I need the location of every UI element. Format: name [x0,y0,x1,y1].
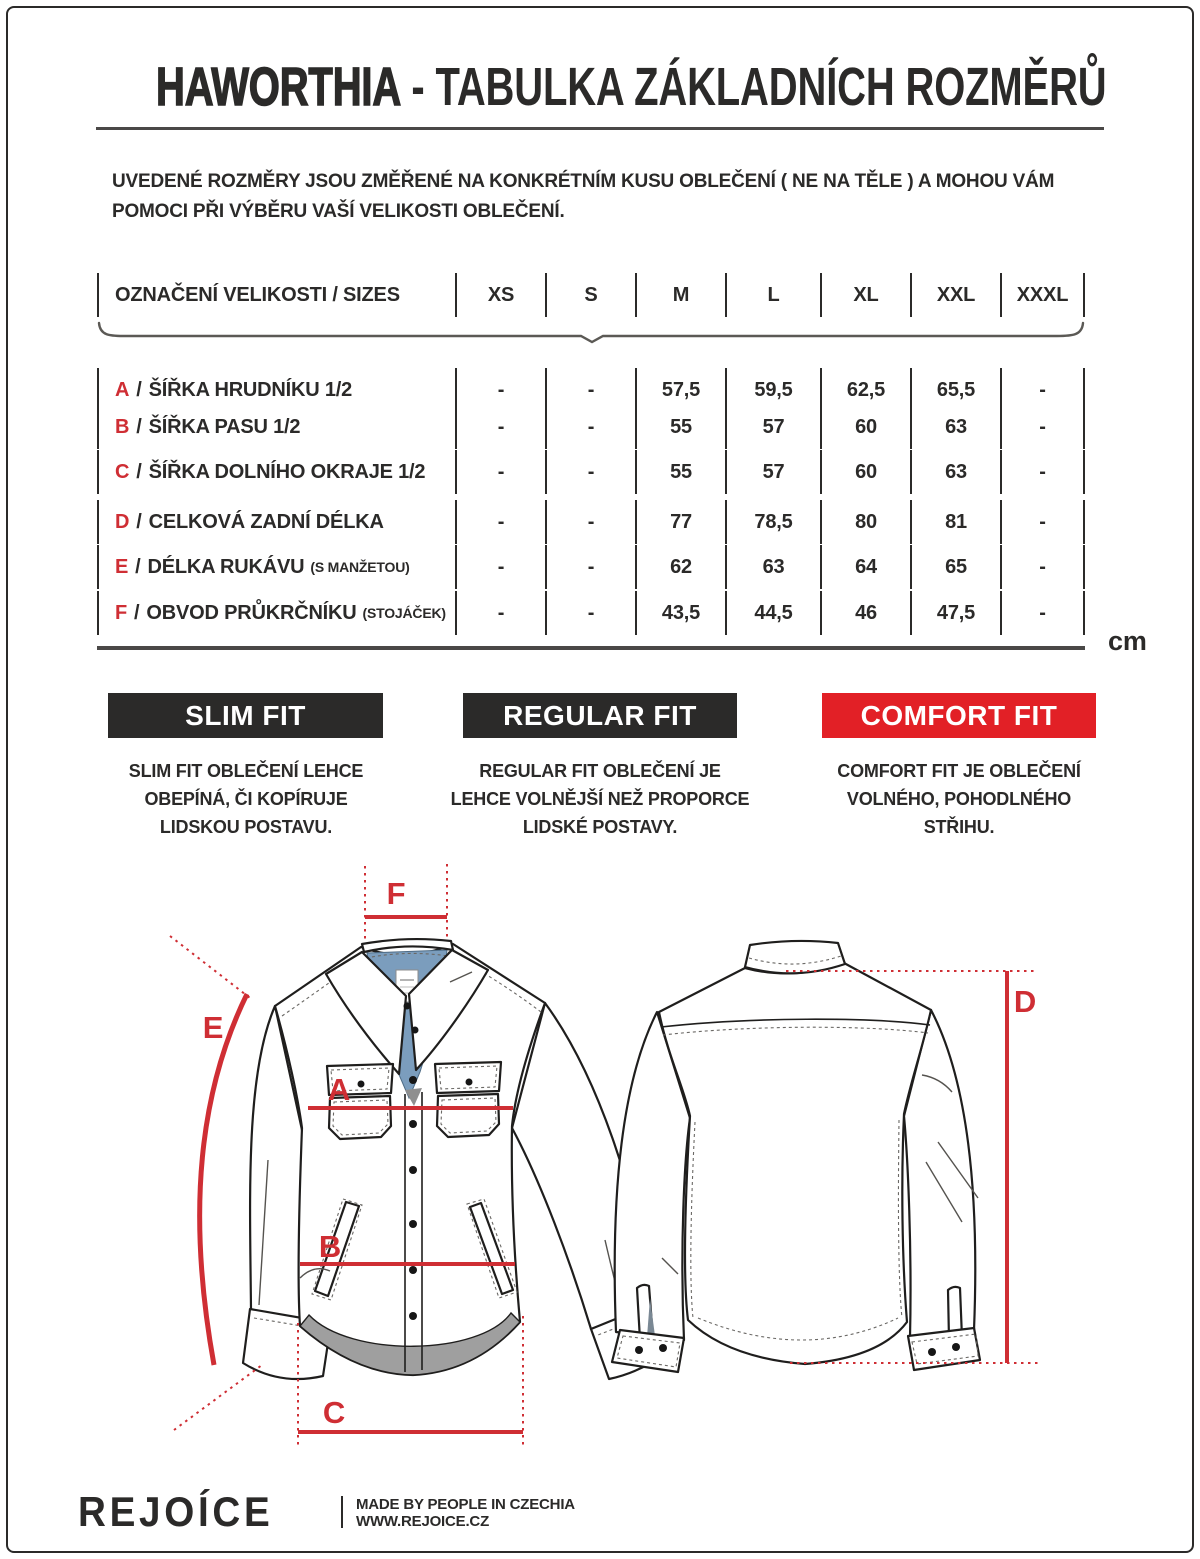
page-title-suffix: - TABULKA ZÁKLADNÍCH ROZMĚRŮ [411,57,1107,117]
measure-label: OBVOD PRŮKRČNÍKU [146,601,357,624]
back-shirt-drawing [612,941,980,1372]
fit-box-slim [108,693,383,738]
measure-value: 64 [820,545,910,589]
table-bottom-rule [97,646,1085,650]
fit-title: SLIM FIT [185,699,306,731]
table-row: F / OBVOD PRŮKRČNÍKU (STOJÁČEK) - - 43,5 44,5 46 47,5 - [97,591,1085,635]
measure-letter: C [115,460,130,483]
measure-label: ŠÍŘKA DOLNÍHO OKRAJE 1/2 [148,460,426,483]
measure-value: 65 [910,545,1000,589]
measure-e-arc [200,994,247,1365]
measure-letter: A [115,378,130,401]
measure-value: - [1000,500,1085,544]
page-title [156,56,1107,118]
table-brace-decoration [97,320,1085,344]
measure-value: 63 [725,545,820,589]
size-column-header: XS [455,273,545,317]
measure-value: 60 [820,405,910,449]
measure-value: 78,5 [725,500,820,544]
measure-value: 62 [635,545,725,589]
measure-value: 65,5 [910,368,1000,412]
measure-value: - [545,405,635,449]
fit-box-comfort [822,693,1096,738]
table-row: B / ŠÍŘKA PASU 1/2 - - 55 57 60 63 - [97,405,1085,449]
measure-value: - [455,545,545,589]
measure-label: ŠÍŘKA HRUDNÍKU 1/2 [148,378,353,401]
fit-desc-slim: SLIM FIT OBLEČENÍ LEHCE OBEPÍNÁ, ČI KOPÍRUJE LIDSKOU POSTAVU. [128,761,364,837]
measure-value: - [455,500,545,544]
front-shirt-drawing [243,939,670,1379]
measure-a-letter: A [327,1072,351,1107]
measure-value: 63 [910,450,1000,494]
measure-e-letter: E [202,1010,224,1045]
size-column-header: L [725,273,820,317]
measure-value: 47,5 [910,591,1000,635]
header-label: OZNAČENÍ VELIKOSTI / SIZES [97,273,455,317]
measure-c-letter: C [322,1395,346,1430]
measure-value: - [545,545,635,589]
size-column-header: S [545,273,635,317]
size-column-header: XXL [910,273,1000,317]
table-header-row [97,273,1085,317]
measure-value: - [545,450,635,494]
measure-value: 77 [635,500,725,544]
measure-value: 44,5 [725,591,820,635]
chest-pocket-right [435,1062,501,1137]
measure-value: - [1000,591,1085,635]
fit-title: COMFORT FIT [860,699,1058,731]
fit-desc-regular: REGULAR FIT OBLEČENÍ JE LEHCE VOLNĚJŠÍ NEŽ PROPORCE LIDSKÉ POSTAVY. [450,761,750,837]
measure-value: 63 [910,405,1000,449]
title-divider [96,127,1104,130]
measure-value: - [455,405,545,449]
product-name: HAWORTHIA [156,57,402,117]
table-row: C / ŠÍŘKA DOLNÍHO OKRAJE 1/2 - - 55 57 60 63 - [97,450,1085,494]
measure-value: - [1000,545,1085,589]
measure-f-letter: F [386,876,406,911]
measure-value: 43,5 [635,591,725,635]
measure-value: 81 [910,500,1000,544]
size-column-header: XXXL [1000,273,1085,317]
measure-d-letter: D [1013,984,1037,1019]
table-row: A / ŠÍŘKA HRUDNÍKU 1/2 - - 57,5 59,5 62,5 65,5 - [97,368,1085,412]
measure-value: - [545,591,635,635]
footer-divider [341,1496,343,1528]
measure-value: 46 [820,591,910,635]
measure-value: - [1000,405,1085,449]
fit-title: REGULAR FIT [503,699,697,731]
measure-value: - [1000,450,1085,494]
measure-value: - [455,591,545,635]
table-row: D / CELKOVÁ ZADNÍ DÉLKA - - 77 78,5 80 81 - [97,500,1085,544]
measure-letter: D [115,510,130,533]
measure-letter: B [115,415,130,438]
unit-label: cm [1108,626,1147,656]
garment-diagram [150,860,1060,1460]
measure-label: DÉLKA RUKÁVU [147,555,305,578]
brand-logo: REJOÍCE [78,1488,274,1535]
footer-tagline: MADE BY PEOPLE IN CZECHIA [356,1496,575,1513]
measure-value: - [545,368,635,412]
measure-value: 62,5 [820,368,910,412]
measure-letter: E [115,555,129,578]
fit-box-regular [463,693,737,738]
measure-b-letter: B [318,1229,342,1264]
measure-value: - [455,450,545,494]
measure-value: 57 [725,450,820,494]
measure-value: 59,5 [725,368,820,412]
measure-value: 80 [820,500,910,544]
measure-value: 60 [820,450,910,494]
measure-value: - [455,368,545,412]
measure-value: 57,5 [635,368,725,412]
measure-label: CELKOVÁ ZADNÍ DÉLKA [148,510,384,533]
fit-desc-comfort: COMFORT FIT JE OBLEČENÍ VOLNÉHO, POHODLNÉHO STŘIHU. [837,761,1081,837]
size-column-header: M [635,273,725,317]
measure-letter: F [115,601,128,624]
table-row: E / DÉLKA RUKÁVU (S MANŽETOU) - - 62 63 64 65 - [97,545,1085,589]
measure-value: 55 [635,405,725,449]
measure-value: 57 [725,405,820,449]
measure-value: - [545,500,635,544]
measure-label: ŠÍŘKA PASU 1/2 [148,415,301,438]
size-column-header: XL [820,273,910,317]
measure-value: 55 [635,450,725,494]
footer-website: WWW.REJOICE.CZ [356,1513,490,1530]
measure-value: - [1000,368,1085,412]
intro-text: UVEDENÉ ROZMĚRY JSOU ZMĚŘENÉ NA KONKRÉTNÍM KUSU OBLEČENÍ ( NE NA TĚLE ) A MOHOU VÁM POMOCI PŘI VÝBĚRU VAŠÍ VELIKOSTI OBLEČENÍ. [112,171,1055,222]
